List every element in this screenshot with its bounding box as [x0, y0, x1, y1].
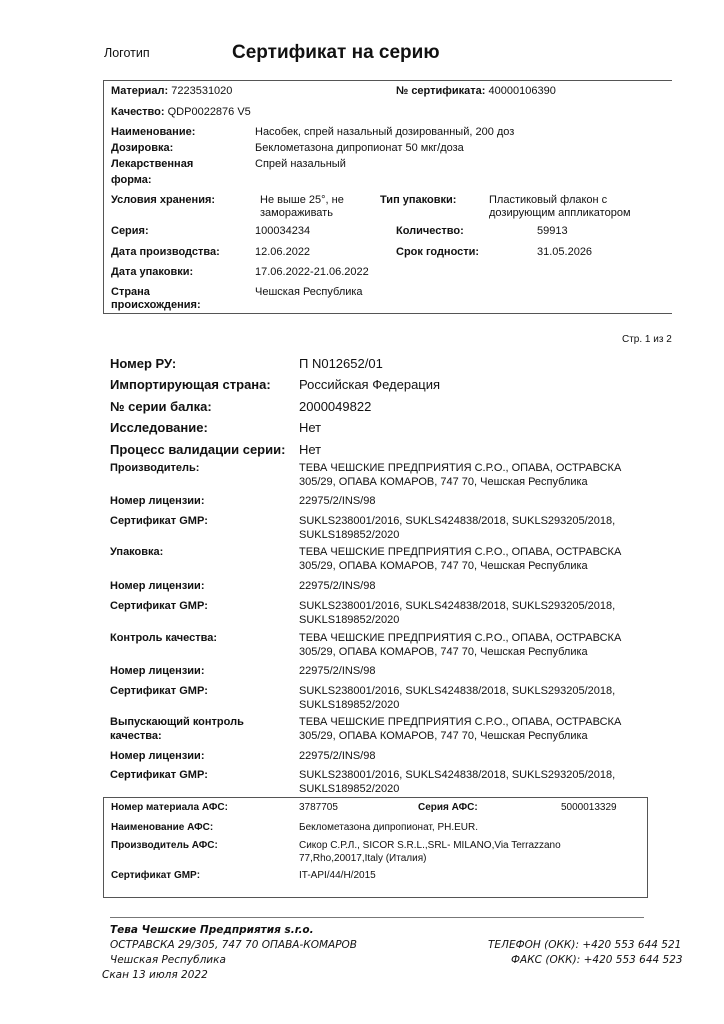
api-material-value: 3787705 — [299, 802, 338, 813]
box-bottom-rule — [103, 313, 672, 314]
pack-type-value-2: дозирующим аппликатором — [489, 207, 631, 219]
ru-value: П N012652/01 — [299, 356, 383, 371]
storage-value-1: Не выше 25°, не — [260, 194, 344, 206]
pack-date-value: 17.06.2022-21.06.2022 — [255, 266, 369, 278]
packaging-label: Упаковка: — [110, 546, 164, 558]
api-maker-line-2: 77,Rho,20017,Italy (Италия) — [299, 853, 427, 864]
packaging-line-1: ТЕВА ЧЕШСКИЕ ПРЕДПРИЯТИЯ С.Р.О., ОПАВА, ОСТРАВСКА — [299, 546, 622, 558]
form-label-2: форма: — [111, 174, 152, 186]
api-series-value: 5000013329 — [561, 802, 617, 813]
name-value: Насобек, спрей назальный дозированный, 200 доз — [255, 126, 515, 138]
page-number: Стр. 1 из 2 — [622, 334, 672, 345]
storage-value-2: замораживать — [260, 207, 333, 219]
manufacturer-line-2: 305/29, ОПАВА КОМАРОВ, 747 70, Чешская Республика — [299, 476, 588, 488]
research-label: Исследование: — [110, 420, 208, 435]
api-bottom-rule — [103, 897, 648, 898]
form-label-1: Лекарственная — [111, 158, 194, 170]
top-rule — [103, 80, 672, 81]
pack-type-value-1: Пластиковый флакон с — [489, 194, 608, 206]
gmp-line-2b: SUKLS189852/2020 — [299, 614, 400, 626]
license-label-4: Номер лицензии: — [110, 750, 205, 762]
form-value: Спрей назальный — [255, 158, 346, 170]
gmp-line-3a: SUKLS238001/2016, SUKLS424838/2018, SUKLS293205/2018, — [299, 685, 616, 697]
validation-label: Процесс валидации серии: — [110, 442, 286, 457]
license-label-1: Номер лицензии: — [110, 495, 205, 507]
name-label: Наименование: — [111, 126, 196, 138]
license-value-2: 22975/2/INS/98 — [299, 580, 376, 592]
api-name-label: Наименование АФС: — [111, 822, 214, 833]
qc-line-1: ТЕВА ЧЕШСКИЕ ПРЕДПРИЯТИЯ С.Р.О., ОПАВА, ОСТРАВСКА — [299, 632, 622, 644]
api-series-label: Серия АФС: — [418, 802, 478, 813]
cert-row: № сертификата: 40000106390 — [396, 85, 556, 97]
footer-rule — [110, 917, 644, 918]
license-label-3: Номер лицензии: — [110, 665, 205, 677]
release-line-1: ТЕВА ЧЕШСКИЕ ПРЕДПРИЯТИЯ С.Р.О., ОПАВА, ОСТРАВСКА — [299, 716, 622, 728]
api-maker-label: Производитель АФС: — [111, 840, 218, 851]
release-label-2: качества: — [110, 730, 162, 742]
manufacturer-line-1: ТЕВА ЧЕШСКИЕ ПРЕДПРИЯТИЯ С.Р.О., ОПАВА, ОСТРАВСКА — [299, 462, 622, 474]
api-left-rule — [103, 797, 104, 897]
footer-country: Чешская Республика — [110, 954, 226, 966]
quality-row: Качество: QDP0022876 V5 — [111, 106, 251, 118]
prod-date-label: Дата производства: — [111, 246, 220, 258]
footer-address: ОСТРАВСКА 29/305, 747 70 ОПАВА-КОМАРОВ — [110, 939, 358, 951]
pack-date-label: Дата упаковки: — [111, 266, 194, 278]
logo-placeholder: Логотип — [104, 46, 150, 60]
pack-type-label: Тип упаковки: — [380, 194, 457, 206]
series-label: Серия: — [111, 225, 149, 237]
footer-fax: ФАКС (ОКК): +420 553 644 523 — [511, 954, 683, 966]
gmp-line-4b: SUKLS189852/2020 — [299, 783, 400, 795]
gmp-line-1b: SUKLS189852/2020 — [299, 529, 400, 541]
left-rule — [103, 80, 104, 314]
dosage-label: Дозировка: — [111, 142, 174, 154]
gmp-line-2a: SUKLS238001/2016, SUKLS424838/2018, SUKLS293205/2018, — [299, 600, 616, 612]
release-label-1: Выпускающий контроль — [110, 716, 244, 728]
import-label: Импортирующая страна: — [110, 377, 271, 392]
page-title: Сертификат на серию — [232, 42, 440, 63]
license-value-4: 22975/2/INS/98 — [299, 750, 376, 762]
country-label-1: Страна — [111, 286, 150, 298]
license-label-2: Номер лицензии: — [110, 580, 205, 592]
dosage-value: Беклометазона дипропионат 50 мкг/доза — [255, 142, 464, 154]
series-value: 100034234 — [255, 225, 311, 237]
api-maker-line-1: Сикор С.Р.Л., SICOR S.R.L.,SRL- MILANO,Via Terrazzano — [299, 840, 561, 851]
validation-value: Нет — [299, 442, 322, 457]
gmp-label-1: Сертификат GMP: — [110, 515, 208, 527]
bulk-value: 2000049822 — [299, 399, 372, 414]
qty-value: 59913 — [537, 225, 568, 237]
footer-phone: ТЕЛЕФОН (ОКК): +420 553 644 521 — [488, 939, 682, 951]
gmp-line-4a: SUKLS238001/2016, SUKLS424838/2018, SUKLS293205/2018, — [299, 769, 616, 781]
country-value: Чешская Республика — [255, 286, 363, 298]
footer-company: Тева Чешские Предприятия s.r.o. — [110, 924, 314, 936]
release-line-2: 305/29, ОПАВА КОМАРОВ, 747 70, Чешская Республика — [299, 730, 588, 742]
api-right-rule — [647, 797, 648, 897]
expiry-value: 31.05.2026 — [537, 246, 593, 258]
license-value-1: 22975/2/INS/98 — [299, 495, 376, 507]
qc-line-2: 305/29, ОПАВА КОМАРОВ, 747 70, Чешская Республика — [299, 646, 588, 658]
material-row: Материал: 7223531020 — [111, 85, 233, 97]
bulk-label: № серии балка: — [110, 399, 212, 414]
api-top-rule — [103, 797, 648, 798]
gmp-label-4: Сертификат GMP: — [110, 769, 208, 781]
prod-date-value: 12.06.2022 — [255, 246, 311, 258]
qc-label: Контроль качества: — [110, 632, 218, 644]
api-material-label: Номер материала АФС: — [111, 802, 228, 813]
import-value: Российская Федерация — [299, 377, 441, 392]
gmp-label-3: Сертификат GMP: — [110, 685, 208, 697]
packaging-line-2: 305/29, ОПАВА КОМАРОВ, 747 70, Чешская Республика — [299, 560, 588, 572]
gmp-line-1a: SUKLS238001/2016, SUKLS424838/2018, SUKLS293205/2018, — [299, 515, 616, 527]
storage-label: Условия хранения: — [111, 194, 216, 206]
api-gmp-value: IT-API/44/H/2015 — [299, 870, 376, 881]
license-value-3: 22975/2/INS/98 — [299, 665, 376, 677]
gmp-line-3b: SUKLS189852/2020 — [299, 699, 400, 711]
ru-label: Номер РУ: — [110, 356, 177, 371]
country-label-2: происхождения: — [111, 299, 201, 311]
expiry-label: Срок годности: — [396, 246, 480, 258]
api-name-value: Беклометазона дипропионат, PH.EUR. — [299, 822, 479, 833]
qty-label: Количество: — [396, 225, 464, 237]
manufacturer-label: Производитель: — [110, 462, 200, 474]
gmp-label-2: Сертификат GMP: — [110, 600, 208, 612]
research-value: Нет — [299, 420, 322, 435]
footer-scan-date: Скан 13 июля 2022 — [102, 969, 208, 981]
api-gmp-label: Сертификат GMP: — [111, 870, 201, 881]
